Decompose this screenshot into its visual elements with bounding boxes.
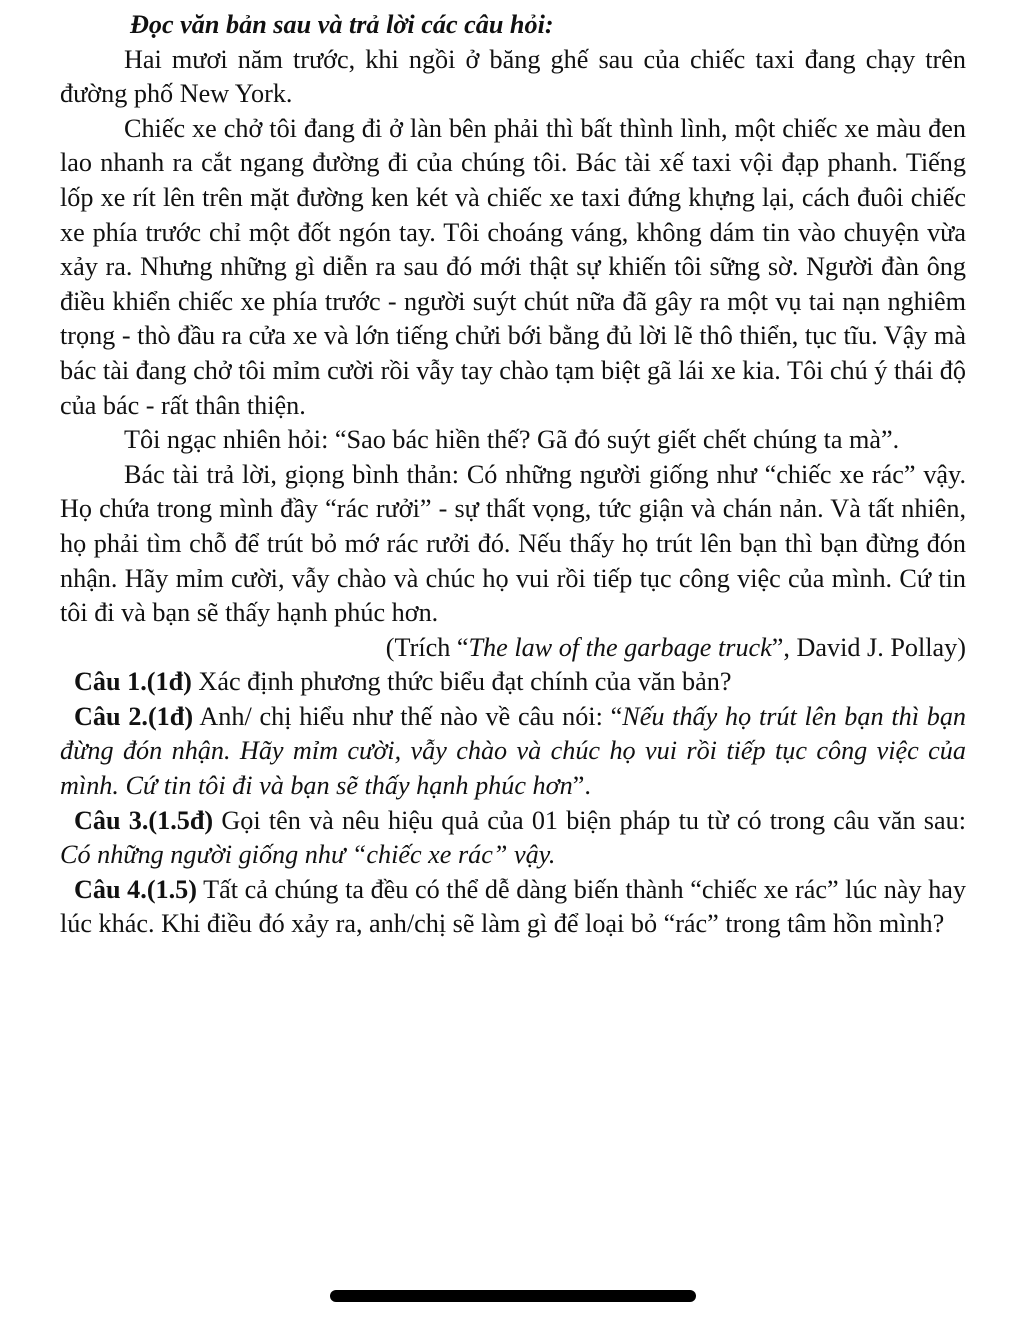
citation-title: The law of the garbage truck: [468, 632, 772, 662]
passage-paragraph-1: Hai mươi năm trước, khi ngồi ở băng ghế sau của chiếc taxi đang chạy trên đường phố New York.: [60, 44, 966, 109]
home-indicator-bar[interactable]: [330, 1290, 696, 1302]
question-1-label: Câu 1.(1đ): [74, 667, 192, 697]
citation-prefix: (Trích “: [385, 632, 469, 662]
question-4-label: Câu 4.(1.5): [74, 874, 197, 904]
question-3-label: Câu 3.(1.5đ): [74, 805, 214, 835]
question-1-text: Xác định phương thức biểu đạt chính của văn bản?: [191, 667, 732, 697]
question-2: [60, 700, 966, 804]
citation-suffix: ”, David J. Pollay): [771, 632, 966, 662]
question-4: [60, 873, 966, 942]
question-2-text: Anh/ chị hiểu như thế nào về câu nói: “: [193, 701, 623, 731]
question-2-quote: Nếu thấy họ trút lên bạn thì bạn đừng đón nhận. Hãy mỉm cười, vẫy chào và chúc họ vui rồi tiếp tục công việc của mình. Cứ tin tôi đi và bạn sẽ thấy hạnh phúc hơn: [60, 701, 967, 801]
question-2-end: ”.: [572, 771, 591, 801]
passage-paragraph-2: Chiếc xe chở tôi đang đi ở làn bên phải thì bất thình lình, một chiếc xe màu đen lao nhanh ra cắt ngang đường đi của chúng tôi. Bác tài xế taxi vội đạp phanh. Tiếng lốp xe rít lên trên mặt đường ken két và chiếc xe taxi đứng khựng lại, cách đuôi chiếc xe phía trước chỉ một đốt ngón tay. Tôi choáng váng, không dám tin vào chuyện vừa xảy ra. Nhưng những gì diễn ra sau đó mới thật sự khiến tôi sững sờ. Người đàn ông điều khiển chiếc xe phía trước - người suýt chút nữa đã gây ra một vụ tai nạn nghiêm trọng - thò đầu ra cửa xe và lớn tiếng chửi bới bằng đủ lời lẽ thô thiển, tục tĩu. Vậy mà bác tài đang chở tôi mỉm cười rồi vẫy tay chào tạm biệt gã lái xe kia. Tôi chú ý thái độ của bác - rất thân thiện.: [60, 113, 966, 420]
question-4-text: Tất cả chúng ta đều có thể dễ dàng biến thành “chiếc xe rác” lúc này hay lúc khác. Khi điều đó xảy ra, anh/chị sẽ làm gì để loại bỏ “rác” trong tâm hồn mình?: [60, 874, 967, 939]
passage-paragraph-4: Bác tài trả lời, giọng bình thản: Có những người giống như “chiếc xe rác” vậy. Họ chứa trong mình đầy “rác rưởi” - sự thất vọng, tức giận và chán nản. Và tất nhiên, họ phải tìm chỗ để trút bỏ mớ rác rưởi đó. Nếu thấy họ trút lên bạn thì bạn đừng đón nhận. Hãy mỉm cười, vẫy chào và chúc họ vui rồi tiếp tục công việc của mình. Cứ tin tôi đi và bạn sẽ thấy hạnh phúc hơn.: [60, 459, 966, 628]
passage-paragraph-3: Tôi ngạc nhiên hỏi: “Sao bác hiền thế? Gã đó suýt giết chết chúng ta mà”.: [124, 425, 900, 455]
question-3-quote: Có những người giống như “chiếc xe rác” vậy.: [60, 840, 556, 870]
question-3: [60, 804, 966, 873]
document-page: [60, 8, 966, 942]
question-1: [60, 665, 966, 700]
source-citation: [60, 631, 966, 666]
question-2-label: Câu 2.(1đ): [74, 701, 194, 731]
question-3-text: Gọi tên và nêu hiệu quả của 01 biện pháp tu từ có trong câu văn sau:: [213, 805, 966, 835]
instruction-heading: Đọc văn bản sau và trả lời các câu hỏi:: [130, 10, 554, 39]
